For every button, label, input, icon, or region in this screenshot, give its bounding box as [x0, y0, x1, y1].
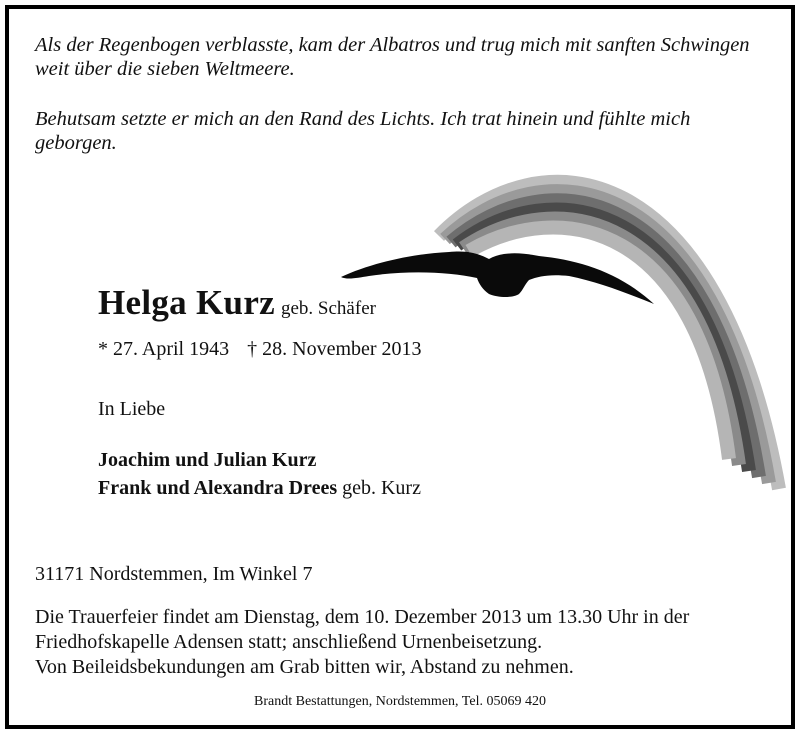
service-line-2: Friedhofskapelle Adensen statt; anschließend Urnenbeisetzung.: [35, 631, 543, 653]
mourner-names-2: Frank und Alexandra Drees: [98, 477, 338, 499]
deceased-name-line: [98, 283, 376, 323]
rainbow-albatross-illustration: [329, 144, 789, 504]
albatross-icon: [341, 251, 654, 304]
service-line-1: Die Trauerfeier findet am Dienstag, dem 10. Dezember 2013 um 13.30 Uhr in der: [35, 606, 690, 628]
mourner-line-1: [98, 449, 316, 472]
rainbow-arc: [439, 182, 779, 489]
in-love-text: In Liebe: [98, 398, 166, 420]
intro-poem-paragraph-1: Als der Regenbogen verblasste, kam der Albatros und trug mich mit sanften Schwingen weit über die sieben Weltmeere.: [35, 34, 750, 80]
intro-poem-paragraph-2: Behutsam setzte er mich an den Rand des Lichts. Ich trat hinein und fühlte mich geborgen.: [35, 108, 691, 154]
life-dates: [98, 338, 422, 361]
address: 31171 Nordstemmen, Im Winkel 7: [35, 563, 313, 585]
obituary-notice: [5, 5, 795, 729]
funeral-home-footer: Brandt Bestattungen, Nordstemmen, Tel. 05069 420: [254, 694, 546, 709]
service-line-3: Von Beileidsbekundungen am Grab bitten wir, Abstand zu nehmen.: [35, 656, 574, 678]
maiden-name: geb. Schäfer: [281, 298, 376, 319]
deceased-name: Helga Kurz: [98, 283, 275, 322]
mourner-maiden-2: geb. Kurz: [342, 477, 421, 499]
death-date: † 28. November 2013: [247, 338, 422, 360]
birth-date: * 27. April 1943: [98, 338, 230, 360]
service-details: [35, 605, 780, 680]
mourner-names-1: Joachim und Julian Kurz: [98, 449, 317, 471]
mourner-line-2: [98, 477, 421, 500]
